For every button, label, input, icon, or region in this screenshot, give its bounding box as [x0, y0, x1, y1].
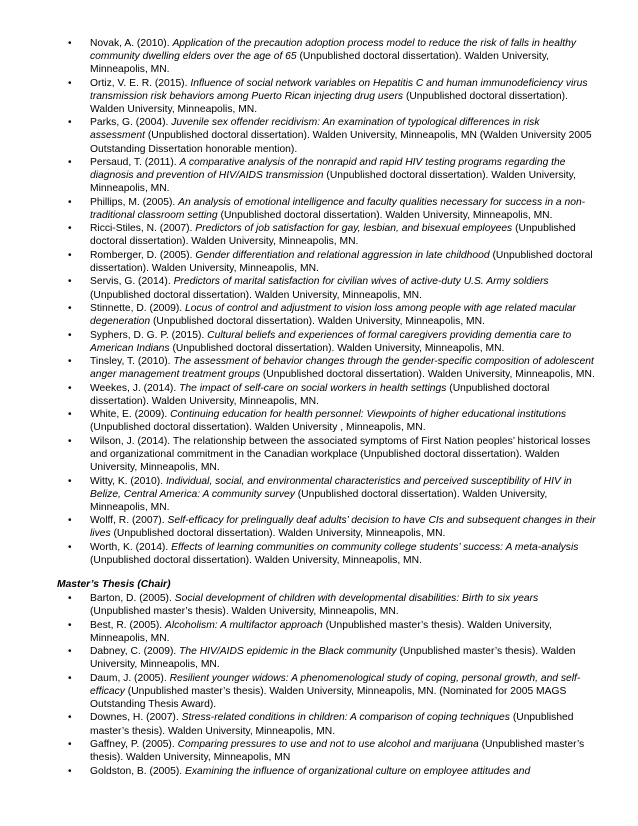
entry-author: Daum, J. (2005). — [90, 672, 167, 684]
entry-publication-info: (Unpublished master’s thesis). Walden University, Minneapolis, MN — [90, 738, 585, 764]
entry-title: An analysis of emotional intelligence and faculty qualities necessary for success in a non-traditional classroom setting — [90, 196, 586, 221]
entry-publication-info: (Unpublished doctoral dissertation). Walden University, Minneapolis, MN. — [90, 289, 422, 301]
entry-title: Individual, social, and environmental characteristics and perceived susceptibility of HIV in Belize, Central America: A community survey — [90, 475, 572, 500]
doctoral-entry — [57, 116, 597, 155]
bullet-icon: • — [68, 77, 72, 89]
entry-publication-info: (Unpublished doctoral dissertation). Walden University, Minneapolis, MN. — [90, 170, 576, 195]
entry-title: Social development of children with developmental disabilities: Birth to six years — [174, 593, 539, 604]
entry-title: Stress-related conditions in children: A comparison of coping techniques — [181, 712, 510, 724]
masters-thesis-heading: Master’s Thesis (Chair) — [57, 579, 171, 590]
masters-entry — [57, 711, 597, 737]
entry-publication-info: (Unpublished doctoral dissertation). Walden University , Minneapolis, MN. — [90, 422, 426, 434]
entry-author: Dabney, C. (2009). — [90, 646, 177, 658]
entry-author: Syphers, D. G. P. (2015). — [90, 329, 205, 341]
entry-title: Predictors of job satisfaction for gay, lesbian, and bisexual employees — [195, 223, 513, 235]
bullet-icon: • — [68, 475, 72, 487]
doctoral-entry — [57, 275, 597, 301]
bullet-icon: • — [68, 303, 72, 314]
entry-title: Gender differentiation and relational aggression in late childhood — [195, 249, 490, 261]
entry-title: Influence of social network variables on Hepatitis C and human immunodeficiency virus transmission risk behaviors among Puerto Rican injecting drug users — [90, 77, 588, 102]
entry-title: Examining the influence of organizational culture on employee attitudes and — [185, 765, 531, 777]
entry-publication-info: (Unpublished doctoral dissertation). Walden University, Minneapolis, MN. — [220, 209, 553, 221]
entry-author: Best, R. (2005). — [90, 619, 163, 631]
doctoral-entry — [57, 541, 597, 567]
bullet-icon: • — [68, 223, 72, 235]
entry-publication-info: (Unpublished doctoral dissertation). Walden University, Minneapolis, MN. — [113, 528, 446, 540]
masters-entry — [57, 738, 597, 764]
entry-publication-info: (Unpublished doctoral dissertation). Walden University, Minneapolis, MN. — [90, 249, 593, 274]
entry-author: Wolff, R. (2007). — [90, 515, 165, 527]
masters-entry — [57, 619, 597, 645]
doctoral-entry — [57, 156, 597, 195]
entry-publication-info: (Unpublished master’s thesis). Walden University, Minneapolis, MN. — [90, 712, 574, 737]
masters-entry — [57, 765, 597, 778]
entry-author: Romberger, D. (2005). — [90, 249, 193, 261]
entry-author: Persaud, T. (2011). — [90, 157, 177, 169]
entry-publication-info: (Unpublished doctoral dissertation). Walden University, Minneapolis, MN. — [90, 51, 550, 76]
bullet-icon: • — [68, 672, 72, 684]
doctoral-entry — [57, 408, 597, 434]
entry-author: Stinnette, D. (2009). — [90, 303, 183, 314]
entry-title: The HIV/AIDS epidemic in the Black community — [179, 646, 397, 658]
entry-author: Weekes, J. (2014). — [90, 382, 177, 394]
bullet-icon: • — [68, 646, 72, 658]
bullet-icon: • — [68, 712, 72, 724]
bullet-icon: • — [68, 409, 72, 421]
doctoral-entry — [57, 329, 597, 355]
entry-author: Servis, G. (2014). — [90, 276, 171, 288]
bullet-icon: • — [68, 157, 72, 169]
bullet-icon: • — [68, 117, 72, 129]
entry-publication-info: The relationship between the associated symptoms of First Nation peoples’ historical losses and organizational commitment in the Canadian workplace (Unpublished doctoral dissertation). Walden University, Minneapolis, MN. — [90, 435, 591, 474]
bullet-icon: • — [68, 38, 72, 49]
entry-title: A comparative analysis of the nonrapid and rapid HIV testing programs regarding the diagnosis and prevention of HIV/AIDS transmission — [90, 157, 566, 182]
bullet-icon: • — [68, 515, 72, 527]
doctoral-entry — [57, 435, 597, 474]
entry-author: Novak, A. (2010). — [90, 38, 170, 49]
entry-publication-info: (Unpublished doctoral dissertation). Walden University, Minneapolis, MN. — [90, 90, 568, 115]
doctoral-dissertation-list — [57, 37, 597, 567]
entry-author: Ricci-Stiles, N. (2007). — [90, 223, 193, 235]
entry-author: Phillips, M. (2005). — [90, 196, 176, 208]
bullet-icon: • — [68, 738, 72, 750]
entry-title: Application of the precaution adoption process model to reduce the risk of falls in healthy community dwelling elders over the age of 65 — [90, 38, 576, 63]
entry-publication-info: (Unpublished master’s thesis). Walden University, Minneapolis, MN. — [90, 606, 399, 618]
entry-publication-info: (Unpublished doctoral dissertation). Walden University, Minneapolis, MN. — [153, 316, 485, 328]
entry-author: Goldston, B. (2005). — [90, 765, 183, 777]
bullet-icon: • — [68, 329, 72, 341]
entry-author: Gaffney, P. (2005). — [90, 738, 175, 750]
doctoral-entry — [57, 302, 597, 328]
bullet-icon: • — [68, 382, 72, 394]
bullet-icon: • — [68, 593, 72, 604]
entry-title: The impact of self-care on social workers in health settings — [179, 382, 447, 394]
masters-entry — [57, 672, 597, 711]
doctoral-entry — [57, 249, 597, 275]
bullet-icon: • — [68, 765, 72, 777]
entry-title: Self-efficacy for prelingually deaf adults’ decision to have CIs and subsequent changes in their lives — [90, 515, 596, 540]
entry-publication-info: (Unpublished master’s thesis). Walden University, Minneapolis, MN. — [90, 646, 576, 671]
entry-publication-info: (Unpublished doctoral dissertation). Walden University, Minneapolis, MN. — [172, 342, 505, 354]
entry-title: Effects of learning communities on community college students’ success: A meta-analysis — [171, 541, 579, 553]
bullet-icon: • — [68, 196, 72, 208]
entry-title: Comparing pressures to use and not to use alcohol and marijuana — [177, 738, 479, 750]
entry-title: Alcoholism: A multifactor approach — [164, 619, 323, 631]
entry-author: Tinsley, T. (2010). — [90, 356, 171, 368]
entry-title: Cultural beliefs and experiences of formal caregivers providing dementia care to American Indians — [90, 329, 572, 354]
bullet-icon: • — [68, 249, 72, 261]
entry-title: The assessment of behavior changes through the gender-specific composition of adolescent anger management treatment groups — [90, 356, 594, 381]
masters-entry — [57, 592, 597, 618]
bullet-icon: • — [68, 356, 72, 368]
bullet-icon: • — [68, 435, 72, 447]
entry-publication-info: (Unpublished doctoral dissertation). Walden University, Minneapolis, MN. — [262, 369, 595, 381]
entry-author: Witty, K. (2010). — [90, 475, 164, 487]
doctoral-entry — [57, 77, 597, 116]
doctoral-entry — [57, 382, 597, 408]
masters-thesis-list — [57, 592, 597, 778]
entry-publication-info: (Unpublished doctoral dissertation). Walden University, Minneapolis, MN. — [90, 488, 548, 513]
bullet-icon: • — [68, 619, 72, 631]
entry-title: Juvenile sex offender recidivism: An examination of typological differences in risk assessment — [90, 117, 540, 142]
entry-publication-info: (Unpublished doctoral dissertation). Walden University, Minneapolis, MN (Walden University 2005 Outstanding Dissertation honorable mention). — [90, 130, 592, 155]
bullet-icon: • — [68, 276, 72, 288]
entry-title: Predictors of marital satisfaction for civilian wives of active-duty U.S. Army soldiers — [173, 276, 549, 288]
entry-author: White, E. (2009). — [90, 409, 168, 421]
doctoral-entry — [57, 475, 597, 514]
entry-author: Ortiz, V. E. R. (2015). — [90, 77, 188, 89]
doctoral-entry — [57, 355, 597, 381]
entry-publication-info: (Unpublished master’s thesis). Walden University, Minneapolis, MN. (Nominated for 2005 MAGS Outstanding Thesis Award). — [90, 685, 567, 710]
entry-publication-info: (Unpublished doctoral dissertation). Walden University, Minneapolis, MN. — [90, 382, 550, 407]
entry-author: Worth, K. (2014). — [90, 541, 169, 553]
entry-author: Downes, H. (2007). — [90, 712, 179, 724]
doctoral-entry — [57, 222, 597, 248]
entry-publication-info: (Unpublished doctoral dissertation). Walden University, Minneapolis, MN. — [90, 223, 576, 248]
entry-author: Wilson, J. (2014). — [90, 435, 171, 447]
entry-publication-info: (Unpublished doctoral dissertation). Walden University, Minneapolis, MN. — [90, 554, 422, 566]
entry-author: Parks, G. (2004). — [90, 117, 169, 129]
entry-title: Resilient younger widows: A phenomenological study of coping, personal growth, and self-efficacy — [90, 672, 581, 697]
entry-title: Continuing education for health personnel: Viewpoints of higher educational institutions — [170, 409, 567, 421]
doctoral-entry — [57, 514, 597, 540]
entry-author: Barton, D. (2005). — [90, 593, 172, 604]
masters-entry — [57, 645, 597, 671]
doctoral-entry — [57, 37, 597, 76]
doctoral-entry — [57, 196, 597, 222]
entry-publication-info: (Unpublished master’s thesis). Walden University, Minneapolis, MN. — [90, 619, 552, 644]
entry-title: Locus of control and adjustment to vision loss among people with age related macular degeneration — [90, 303, 576, 328]
bullet-icon: • — [68, 541, 72, 553]
